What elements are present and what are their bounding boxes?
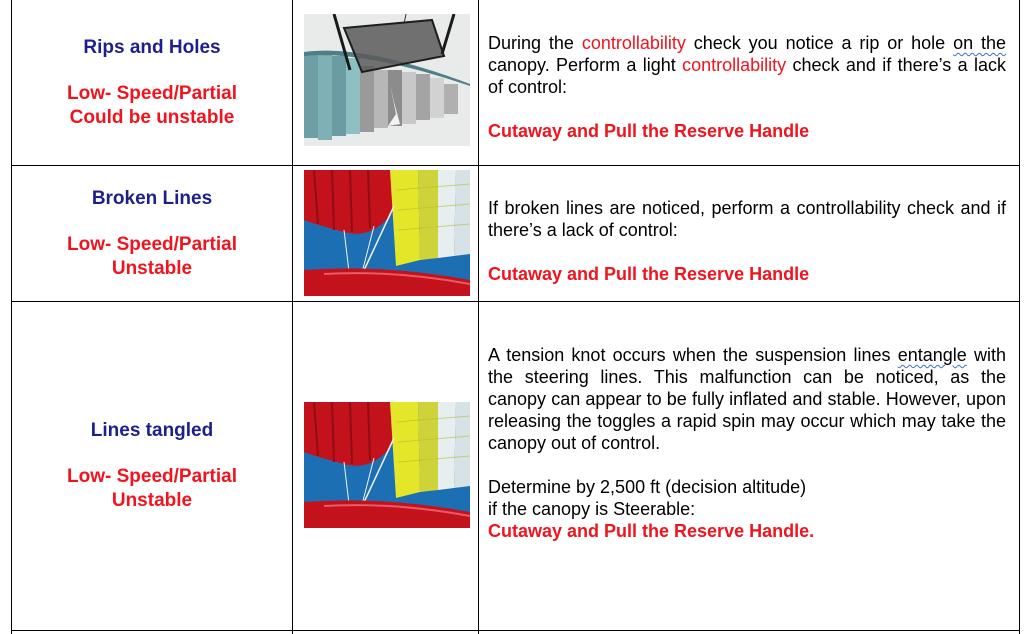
table-border-bottom	[11, 630, 1020, 631]
description-text: If broken lines are noticed, perform a controllability check and if there’s a lack of control:	[488, 198, 1006, 240]
status-line: Low- Speed/Partial	[67, 233, 237, 255]
table-row-lines-tangled	[12, 302, 292, 630]
status-line: Low- Speed/Partial	[67, 82, 237, 104]
description-cell	[488, 32, 1006, 142]
highlight-term: controllability	[682, 55, 787, 75]
text-span: check you notice a rip or hole	[685, 33, 954, 53]
highlight-term: controllability	[581, 33, 686, 53]
status-line: Unstable	[111, 490, 193, 511]
table-row-broken-lines	[12, 166, 292, 301]
spellcheck-word: on the	[953, 33, 1007, 53]
description-text	[488, 32, 1006, 98]
canopy-lines-photo	[304, 402, 470, 528]
decision-line: Determine by 2,500 ft (decision altitude)	[488, 477, 807, 497]
description-cell	[488, 197, 1006, 285]
action-instruction: Cutaway and Pull the Reserve Handle.	[488, 521, 815, 541]
text-span: canopy. Perform a light	[488, 55, 683, 75]
status-line: Could be unstable	[69, 106, 235, 128]
table-border-right	[1019, 0, 1020, 634]
decision-line: if the canopy is Steerable:	[488, 499, 696, 519]
text-span: During the	[488, 33, 582, 53]
status-line: Low- Speed/Partial	[67, 466, 237, 487]
table-row-rips	[12, 0, 292, 165]
description-text	[488, 344, 1006, 454]
description-cell	[488, 344, 1006, 542]
text-span: check and if there’s a lack of control:	[488, 55, 1006, 97]
problem-title: Rips and Holes	[83, 36, 221, 58]
canopy-lines-photo	[304, 170, 470, 296]
status-label	[67, 82, 237, 130]
problem-title: Lines tangled	[90, 420, 214, 441]
table-border-col2	[478, 0, 479, 634]
status-label	[67, 233, 237, 281]
text-span: A tension knot occurs when the suspension lines	[488, 345, 898, 365]
table-border-col1	[292, 0, 293, 634]
problem-title: Broken Lines	[91, 187, 213, 209]
text-span: with the steering lines. This malfunction can be noticed, as the canopy can appear to be fully inflated and stable. However, upon releasing the toggles a rapid spin may occur which may take the canopy out of control.	[488, 345, 1006, 453]
torn-canopy-photo	[304, 14, 470, 146]
spellcheck-word: entangle	[897, 345, 967, 365]
decision-note	[488, 476, 1006, 520]
status-label	[67, 465, 237, 513]
status-line: Unstable	[111, 257, 193, 279]
action-instruction: Cutaway and Pull the Reserve Handle	[488, 121, 810, 141]
action-instruction: Cutaway and Pull the Reserve Handle	[488, 264, 810, 284]
